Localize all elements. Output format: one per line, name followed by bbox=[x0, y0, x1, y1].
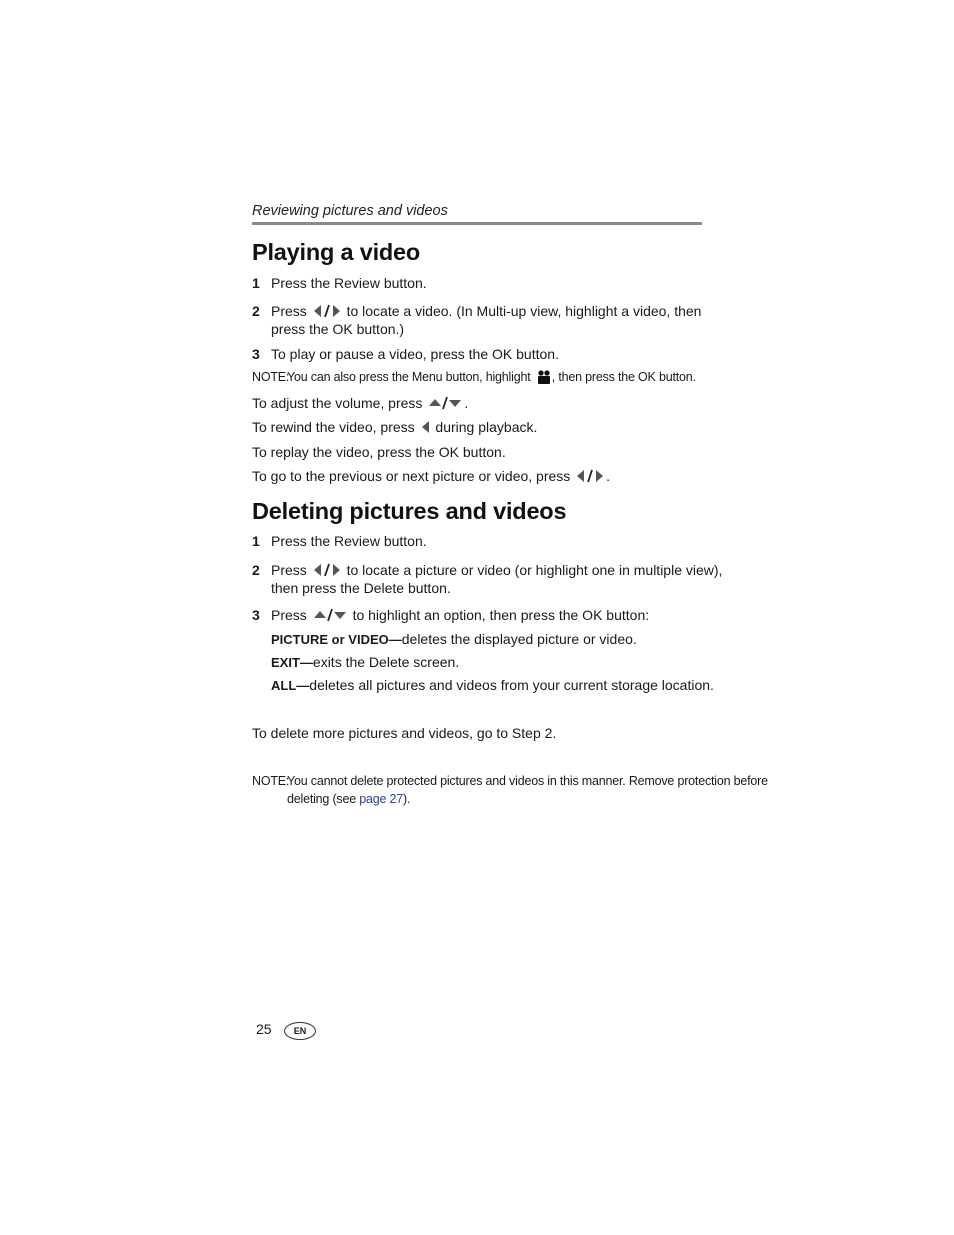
delete-note-line-2 bbox=[287, 790, 410, 808]
option-text: deletes all pictures and videos from your current storage location. bbox=[309, 677, 714, 693]
step-number: 3 bbox=[252, 346, 260, 362]
replay-paragraph: To replay the video, press the OK button. bbox=[252, 444, 506, 460]
option-text: exits the Delete screen. bbox=[312, 654, 460, 670]
step-text-pre: Press bbox=[271, 607, 307, 623]
left-right-arrows-icon bbox=[576, 469, 604, 483]
page-number: 25 bbox=[256, 1021, 272, 1037]
volume-text-end: . bbox=[464, 395, 469, 411]
header-rule bbox=[252, 222, 702, 225]
note-text-post: , then press the OK button. bbox=[551, 370, 696, 384]
volume-paragraph bbox=[252, 394, 468, 412]
option-label: ALL— bbox=[271, 678, 310, 693]
rewind-text: To rewind the video, press bbox=[252, 419, 415, 435]
left-right-arrows-icon bbox=[313, 304, 341, 318]
language-badge: EN bbox=[284, 1022, 316, 1040]
goto-text: To go to the previous or next picture or video, press bbox=[252, 468, 571, 484]
up-down-arrows-icon bbox=[428, 396, 462, 410]
rewind-paragraph bbox=[252, 418, 537, 436]
video-camera-icon bbox=[536, 369, 552, 385]
note-label: NOTE: bbox=[252, 370, 290, 384]
play-step-2-line2: press the OK button.) bbox=[271, 321, 405, 337]
step-number: 1 bbox=[252, 533, 260, 549]
step-number: 3 bbox=[252, 607, 260, 623]
up-down-arrows-icon bbox=[313, 608, 347, 622]
goto-paragraph bbox=[252, 467, 610, 485]
delete-more-paragraph: To delete more pictures and videos, go to Step 2. bbox=[252, 725, 557, 741]
note-text-post: ). bbox=[403, 792, 411, 806]
note-label: NOTE: bbox=[252, 774, 290, 788]
step-number: 2 bbox=[252, 562, 260, 578]
step-text-post: to highlight an option, then press the OK button: bbox=[352, 607, 650, 623]
goto-text-end: . bbox=[606, 468, 611, 484]
step-text-pre: Press bbox=[271, 303, 307, 319]
note-text-pre: You can also press the Menu button, highlight bbox=[287, 370, 531, 384]
note-text-pre: deleting (see bbox=[287, 792, 360, 806]
section-title-deleting: Deleting pictures and videos bbox=[252, 498, 567, 524]
rewind-text-end: during playback. bbox=[435, 419, 538, 435]
delete-step-2-line2: then press the Delete button. bbox=[271, 580, 451, 596]
left-right-arrows-icon bbox=[313, 563, 341, 577]
running-head: Reviewing pictures and videos bbox=[252, 203, 448, 219]
step-text: Press the Review button. bbox=[271, 533, 427, 549]
page-27-link[interactable]: page 27 bbox=[359, 792, 404, 806]
step-number: 2 bbox=[252, 303, 260, 319]
volume-text: To adjust the volume, press bbox=[252, 395, 423, 411]
option-label: EXIT— bbox=[271, 655, 313, 670]
section-title-playing-video: Playing a video bbox=[252, 239, 421, 265]
left-arrow-icon bbox=[421, 420, 430, 434]
step-text-pre: Press bbox=[271, 562, 307, 578]
step-text-post: to locate a picture or video (or highlight one in multiple view), bbox=[346, 562, 723, 578]
step-text: To play or pause a video, press the OK button. bbox=[271, 346, 559, 362]
note-line-1: You cannot delete protected pictures and videos in this manner. Remove protection before bbox=[287, 774, 768, 788]
option-text: deletes the displayed picture or video. bbox=[401, 631, 637, 647]
option-label: PICTURE or VIDEO— bbox=[271, 632, 402, 647]
step-number: 1 bbox=[252, 275, 260, 291]
step-text: Press the Review button. bbox=[271, 275, 427, 291]
step-text-post: to locate a video. (In Multi-up view, highlight a video, then bbox=[346, 303, 702, 319]
